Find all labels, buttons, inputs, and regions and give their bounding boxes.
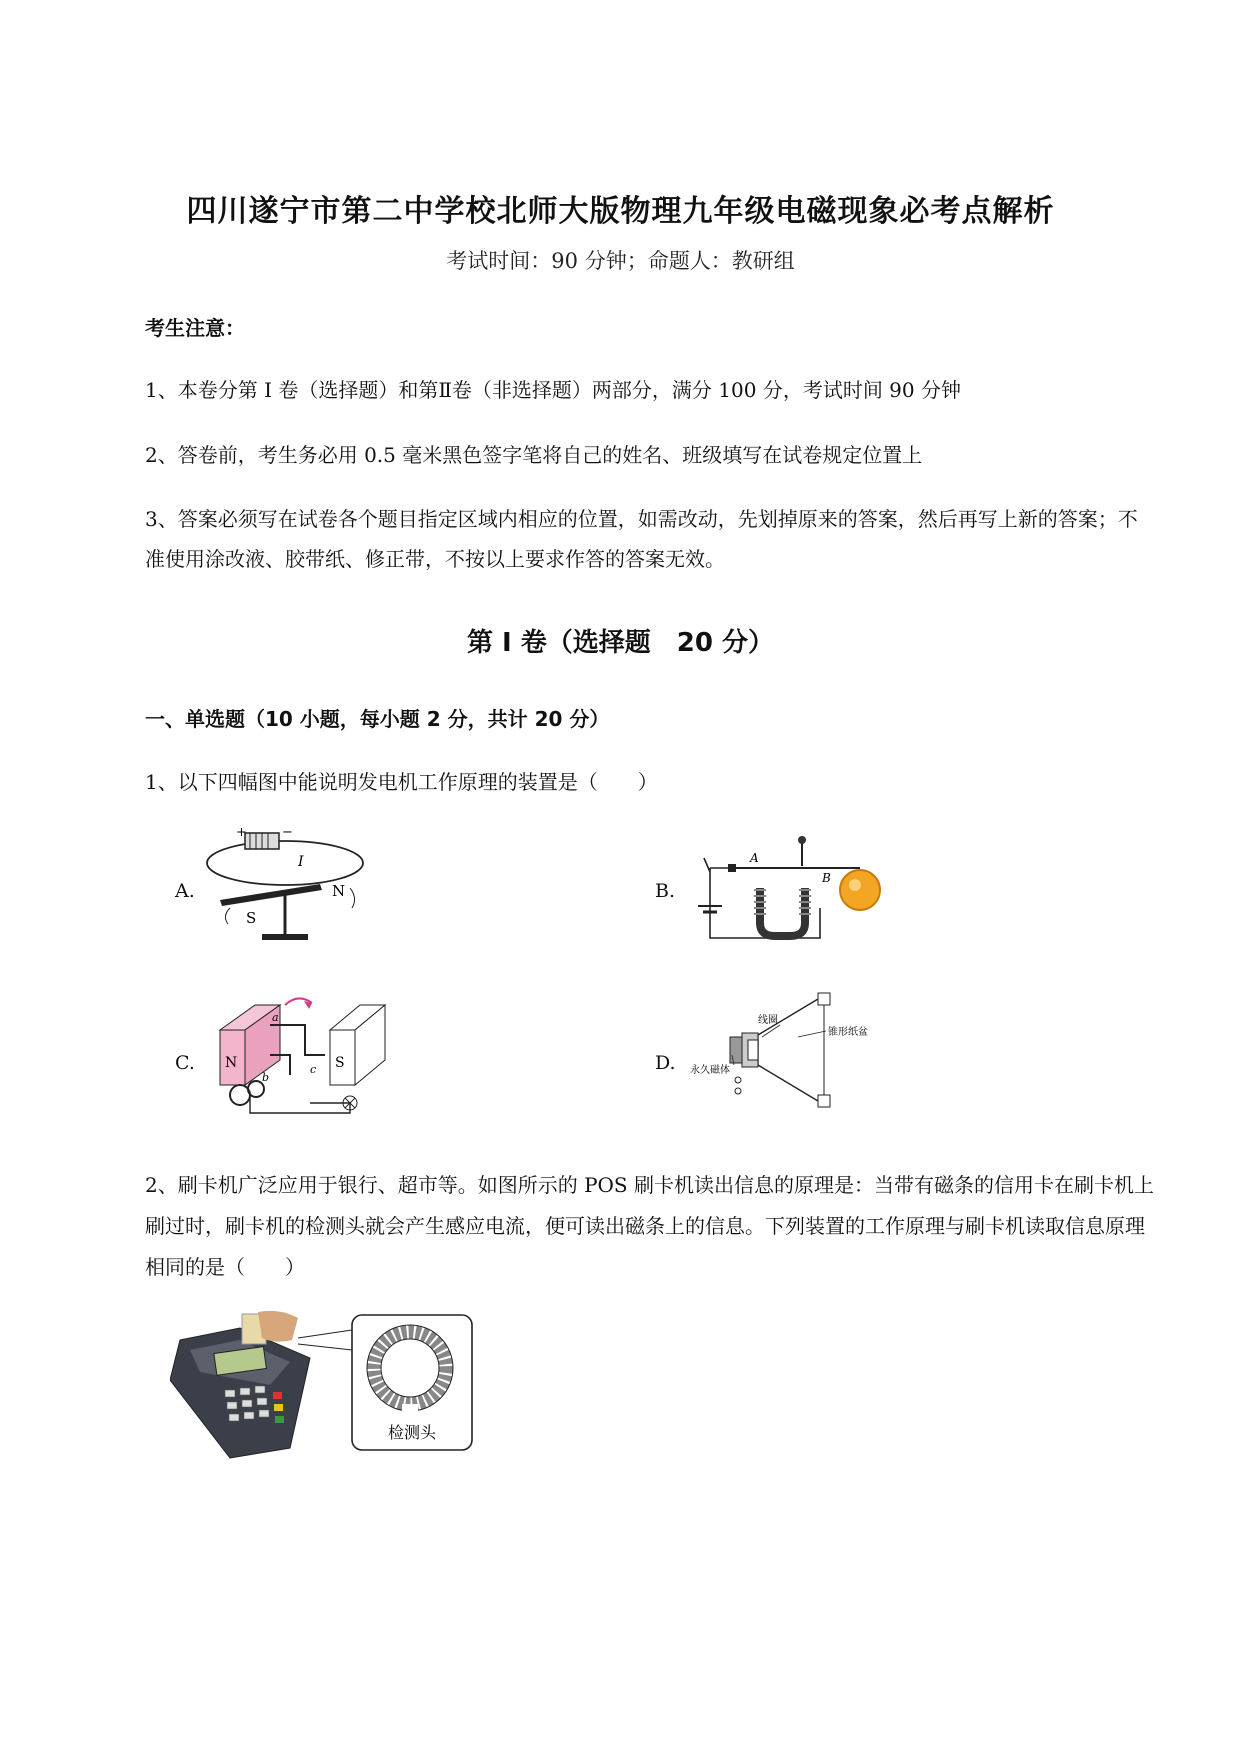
option-a-label: A.: [175, 880, 195, 902]
exam-subtitle: 考试时间：90 分钟；命题人：教研组: [446, 249, 795, 273]
oersted-experiment-figure: [200, 828, 370, 948]
svg-text:S: S: [335, 1055, 345, 1071]
notice-item-1: 1、本卷分第 I 卷（选择题）和第Ⅱ卷（非选择题）两部分，满分 100 分，考试时间 90 分钟: [145, 378, 961, 402]
svg-text:锥形纸盆: 锥形纸盆: [828, 1027, 868, 1038]
svg-text:+: +: [236, 828, 247, 840]
svg-text:B: B: [822, 871, 831, 885]
section-title: 第 I 卷（选择题 20 分）: [466, 628, 774, 658]
loudspeaker-figure: [690, 985, 880, 1125]
svg-text:永久磁体: 永久磁体: [690, 1065, 730, 1076]
exam-title: 四川遂宁市第二中学校北师大版物理九年级电磁现象必考点解析: [186, 194, 1055, 229]
option-b-label: B.: [655, 880, 676, 902]
svg-text:S: S: [246, 909, 257, 927]
generator-figure: [210, 985, 400, 1125]
svg-text:N: N: [225, 1055, 238, 1071]
part-heading: 一、单选题（10 小题，每小题 2 分，共计 20 分）: [145, 707, 610, 731]
svg-text:A: A: [750, 851, 759, 865]
svg-text:a: a: [272, 1011, 279, 1024]
option-c-label: C.: [175, 1052, 195, 1074]
notice-heading: 考生注意：: [145, 316, 245, 340]
notice-item-3: 3、答案必须写在试卷各个题目指定区域内相应的位置，如需改动，先划掉原来的答案，然后再写上新的答案；不准使用涂改液、胶带纸、修正带，不按以上要求作答的答案无效。: [145, 507, 1138, 571]
svg-text:线圈: 线圈: [758, 1015, 778, 1026]
svg-text:b: b: [262, 1071, 270, 1084]
svg-text:−: −: [282, 828, 293, 840]
svg-text:N: N: [332, 882, 346, 900]
notice-item-2: 2、答卷前，考生务必用 0.5 毫米黑色签字笔将自己的姓名、班级填写在试卷规定位置上: [145, 443, 923, 467]
electric-bell-figure: [690, 828, 900, 948]
svg-text:检测头: 检测头: [388, 1423, 437, 1442]
svg-text:I: I: [298, 854, 304, 870]
option-d-label: D.: [655, 1052, 676, 1074]
pos-card-reader-figure: [170, 1310, 480, 1460]
question-1-text: 1、以下四幅图中能说明发电机工作原理的装置是（ ）: [145, 770, 658, 794]
svg-text:c: c: [310, 1063, 317, 1076]
question-2-text: 2、刷卡机广泛应用于银行、超市等。如图所示的 POS 刷卡机读出信息的原理是：当带有磁条的信用卡在刷卡机上刷过时，刷卡机的检测头就会产生感应电流，便可读出磁条上的信息。下列装置的工作原理与刷卡机读取信息原理相同的是（ ）: [145, 1173, 1154, 1279]
